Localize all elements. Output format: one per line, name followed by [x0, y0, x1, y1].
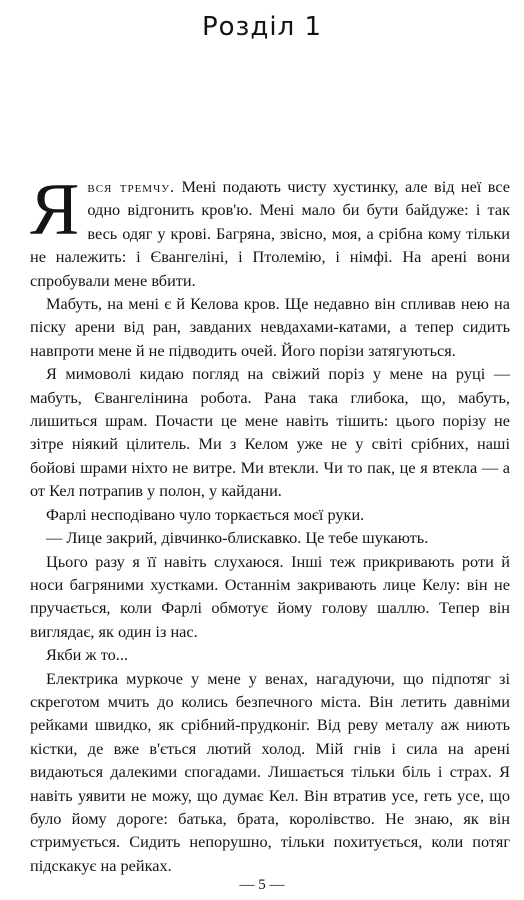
paragraph-3: Я мимоволі кидаю погляд на свіжий поріз у мене на руці — мабуть, Євангелінина робота. Рана така глибока, що, мабуть, лишиться шрам. Почасти це мене навіть тішить: цього порізу не зітре ніякий цілитель. Ми з Келом уже не у світі срібних, наші бойові шрами ніхто не витре. Ми втекли. Чи то пак, це я втекла — а от Кел потрапив у полон, у кайдани.	[30, 364, 510, 501]
paragraph-7: Якби ж то...	[46, 645, 129, 665]
paragraph-6: Цього разу я її навіть слухаюся. Інші теж прикривають роти й носи багряними хустками. Останнім закривають лице Келу: він не пручається, коли Фарлі обмотує йому голову шаллю. Тепер він виглядає, як один із нас.	[30, 551, 510, 641]
paragraph-5-dialogue: — Лице закрий, дівчинко-блискавко. Це тебе шукають.	[46, 528, 429, 548]
paragraph-1-text: Мені подають чисту хустинку, але від неї все одно відгонить кров'ю. Мені мало би бути байдуже: і так весь одяг у крові. Багряна, звісно, моя, а срібна кому тільки не належить: і Євангеліні, і Птолемію, і німфі. На арені вони спробували мене вбити.	[30, 177, 510, 290]
paragraph-2: Мабуть, на мені є й Келова кров. Ще недавно він спливав нею на піску арени від ран, завданих невдахами-катами, а тепер сидить навпроти мене й не підводить очей. Його порізи затягуються.	[30, 294, 510, 360]
page-number: — 5 —	[239, 877, 285, 893]
paragraph-lead-smallcaps: вся тремчу.	[87, 177, 176, 196]
paragraph-1	[30, 169, 510, 292]
drop-cap: Я	[30, 169, 80, 251]
paragraph-8: Електрика муркоче у мене у венах, нагадуючи, що підпотяг зі скреготом мчить до колись безпечного міста. Він летить давніми рейками швидко, як срібний-прудконіг. Від реву металу аж ниють кістки, де вже в'ється лютий холод. Мій гнів і сила на арені видаються далекими спогадами. Лишається тільки біль і страх. Я навіть уявити не можу, що думає Кел. Він втратив усе, геть усе, що було йому дороге: батька, брата, королівство. Не знаю, як він стримується. Сидить непорушно, тільки похитується, коли потяг підскакує на рейках.	[30, 668, 510, 875]
chapter-text	[30, 169, 510, 877]
paragraph-4: Фарлі несподівано чуло торкається моєї руки.	[46, 504, 365, 524]
chapter-title: Розділ 1	[201, 12, 323, 42]
